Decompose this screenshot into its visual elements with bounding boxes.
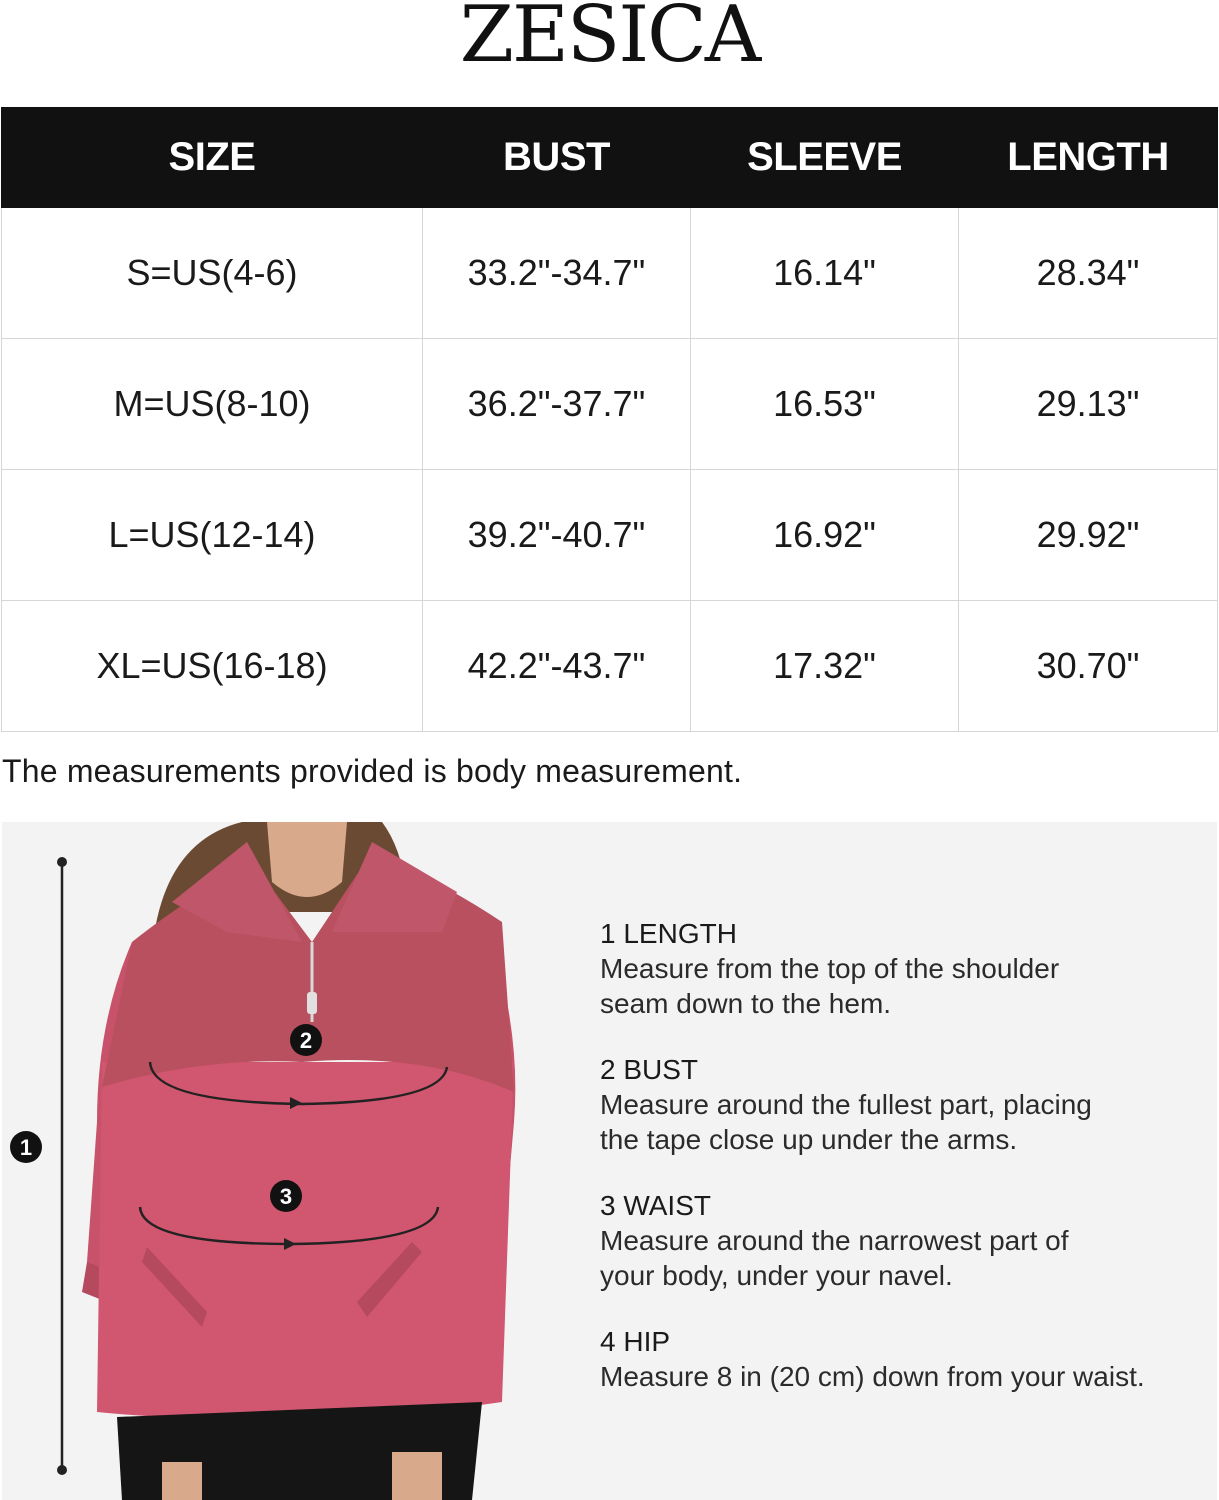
instruction-line: Measure from the top of the shoulder — [600, 953, 1060, 984]
cell-length: 29.13" — [959, 339, 1218, 470]
cell-bust: 36.2"-37.7" — [423, 339, 691, 470]
cell-size: L=US(12-14) — [2, 470, 423, 601]
instruction-line: seam down to the hem. — [600, 988, 892, 1019]
cell-length: 30.70" — [959, 601, 1218, 732]
instruction-title: 4 HIP — [600, 1326, 671, 1357]
instruction-bust — [600, 1053, 1210, 1157]
instruction-title: 3 WAIST — [600, 1190, 711, 1221]
zipper-pull — [307, 992, 317, 1014]
cell-size: XL=US(16-18) — [2, 601, 423, 732]
header-size: SIZE — [2, 108, 423, 208]
measurement-note: The measurements provided is body measurement. — [2, 753, 743, 789]
brand-logo: ZESICA — [459, 0, 760, 70]
leg-right — [392, 1452, 442, 1500]
table-header-row — [2, 108, 1218, 208]
header-sleeve: SLEEVE — [691, 108, 959, 208]
leg-left — [162, 1462, 202, 1500]
cell-length: 28.34" — [959, 208, 1218, 339]
table-row — [2, 601, 1218, 732]
marker-2-label: 2 — [299, 1028, 313, 1053]
instruction-length — [600, 917, 1210, 1021]
instruction-title: 1 LENGTH — [600, 918, 737, 949]
cell-sleeve: 17.32" — [691, 601, 959, 732]
table-row — [2, 339, 1218, 470]
length-top-dot — [57, 857, 67, 867]
instruction-line: Measure around the fullest part, placing — [600, 1089, 1092, 1120]
size-chart-table — [1, 107, 1218, 732]
instruction-title: 2 BUST — [600, 1054, 699, 1085]
cell-bust: 42.2"-43.7" — [423, 601, 691, 732]
instruction-line: the tape close up under the arms. — [600, 1124, 1018, 1155]
header-length: LENGTH — [959, 108, 1218, 208]
cell-bust: 39.2"-40.7" — [423, 470, 691, 601]
instruction-waist — [600, 1189, 1210, 1293]
header-bust: BUST — [423, 108, 691, 208]
instruction-hip — [600, 1325, 1210, 1394]
measuring-guide — [2, 822, 1217, 1500]
instruction-line: Measure 8 in (20 cm) down from your waist. — [600, 1361, 1145, 1392]
neck-shape — [267, 822, 347, 897]
instruction-line: Measure around the narrowest part of — [600, 1225, 1069, 1256]
marker-1-label: 1 — [19, 1135, 33, 1160]
cell-length: 29.92" — [959, 470, 1218, 601]
marker-3-label: 3 — [279, 1184, 293, 1209]
cell-sleeve: 16.14" — [691, 208, 959, 339]
length-bottom-dot — [57, 1465, 67, 1475]
cell-bust: 33.2"-34.7" — [423, 208, 691, 339]
instruction-line: your body, under your navel. — [600, 1260, 953, 1291]
cell-sleeve: 16.92" — [691, 470, 959, 601]
model-illustration — [2, 822, 602, 1500]
garment-lower — [97, 1062, 514, 1420]
cell-size: S=US(4-6) — [2, 208, 423, 339]
cell-sleeve: 16.53" — [691, 339, 959, 470]
table-row — [2, 470, 1218, 601]
measurement-instructions — [600, 917, 1210, 1426]
cell-size: M=US(8-10) — [2, 339, 423, 470]
table-row — [2, 208, 1218, 339]
